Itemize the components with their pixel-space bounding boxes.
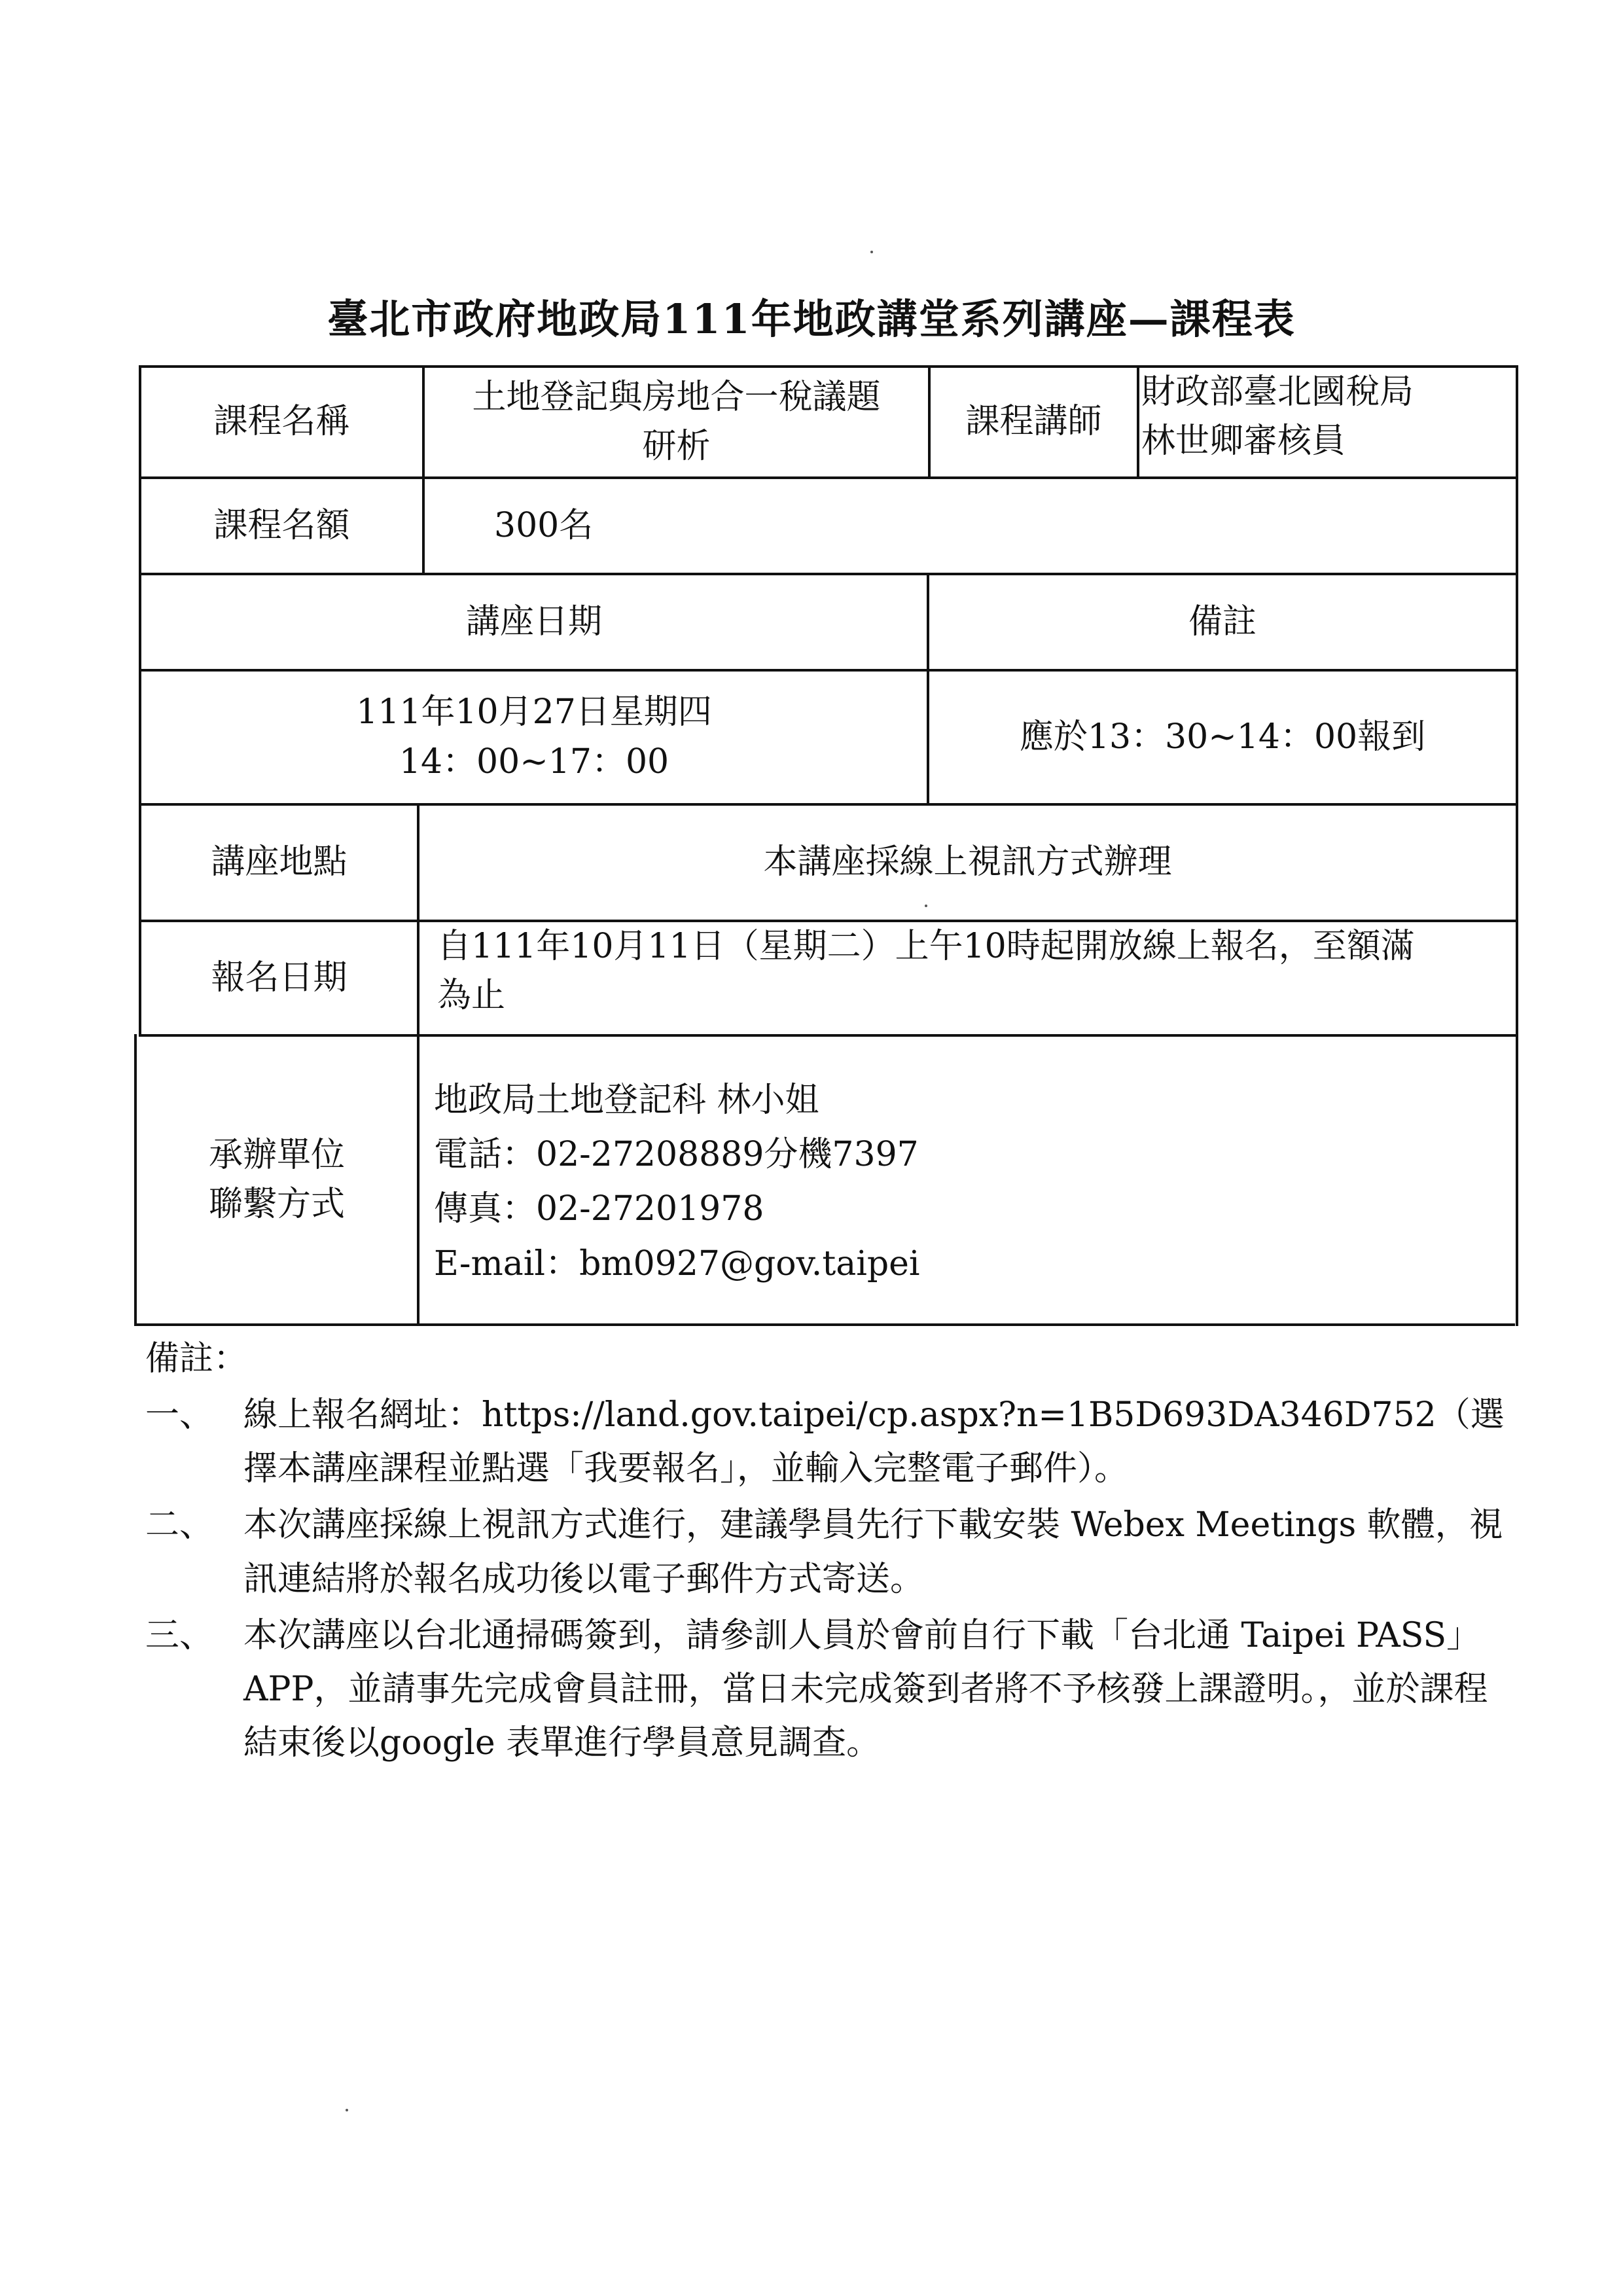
notes-section: [145, 1332, 1507, 1770]
note-text: 本次講座採線上視訊方式進行，建議學員先行下載安裝 Webex Meetings 軟體，視訊連結將於報名成功後以電子郵件方式寄送。: [243, 1505, 1503, 1599]
contact-label-line: 承辦單位: [208, 1135, 345, 1175]
course-name-line: 土地登記與房地合一稅議題: [472, 377, 881, 417]
contact-fax: 傳真：02-27201978: [434, 1189, 764, 1229]
table-border-right: [1516, 365, 1518, 1326]
course-name-label: 課程名稱: [213, 402, 350, 442]
contact-label-line: 聯繫方式: [208, 1185, 345, 1224]
contact-email: E-mail：bm0927@gov.taipei: [434, 1244, 920, 1283]
quota-value: 300名: [494, 505, 594, 545]
notes-heading: 備註：: [145, 1339, 248, 1378]
lecture-time-line: 14：00~17：00: [399, 742, 669, 781]
note-number: 二、: [145, 1505, 214, 1545]
contact-line: 地政局土地登記科 林小姐: [434, 1081, 819, 1120]
lecturer-line: 林世卿審核員: [1141, 422, 1346, 461]
course-name-line: 研析: [642, 427, 711, 466]
remark-header: 備註: [1188, 601, 1257, 641]
lecturer-line: 財政部臺北國稅局: [1141, 372, 1414, 412]
quota-label: 課程名額: [213, 505, 350, 545]
note-item: [145, 1498, 1507, 1605]
lecturer-value: [1139, 368, 1516, 476]
remark-value: 應於13：30~14：00報到: [1019, 717, 1426, 757]
venue-label: 講座地點: [211, 842, 348, 882]
course-name-value: [425, 368, 928, 476]
note-text: 本次講座以台北通掃碼簽到，請參訓人員於會前自行下載「台北通 Taipei PASS」APP，並請事先完成會員註冊，當日未完成簽到者將不予核發上課證明。，並於課程結束後以google 表單進行學員意見調查。: [243, 1615, 1488, 1763]
scan-speck: [346, 2109, 348, 2111]
page-title: 臺北市政府地政局111年地政講堂系列講座—課程表: [327, 295, 1296, 343]
note-text: 線上報名網址：https://land.gov.taipei/cp.aspx?n=1B5D693DA346D752（選擇本講座課程並點選「我要報名」，並輸入完整電子郵件）。: [243, 1395, 1505, 1489]
contact-label: [137, 1037, 417, 1323]
signup-value: [437, 922, 1510, 1034]
note-number: 一、: [145, 1395, 214, 1435]
signup-line: 自111年10月11日（星期二）上午10時起開放線上報名，至額滿: [437, 927, 1415, 966]
lecturer-label: 課程講師: [965, 402, 1102, 442]
scan-speck: [870, 251, 873, 253]
lecture-date: [141, 672, 927, 803]
venue-value: 本講座採線上視訊方式辦理: [763, 842, 1172, 882]
note-item: [145, 1609, 1507, 1770]
table-border-bottom: [134, 1323, 1515, 1326]
signup-line: 為止: [437, 976, 506, 1016]
signup-label: 報名日期: [211, 958, 348, 997]
scan-speck: [925, 905, 927, 907]
note-item: [145, 1388, 1507, 1496]
date-header: 講座日期: [465, 601, 602, 641]
contact-phone: 電話：02-27208889分機7397: [434, 1135, 919, 1175]
contact-info: [434, 1073, 920, 1291]
lecture-date-line: 111年10月27日星期四: [356, 692, 712, 732]
note-number: 三、: [145, 1615, 214, 1655]
